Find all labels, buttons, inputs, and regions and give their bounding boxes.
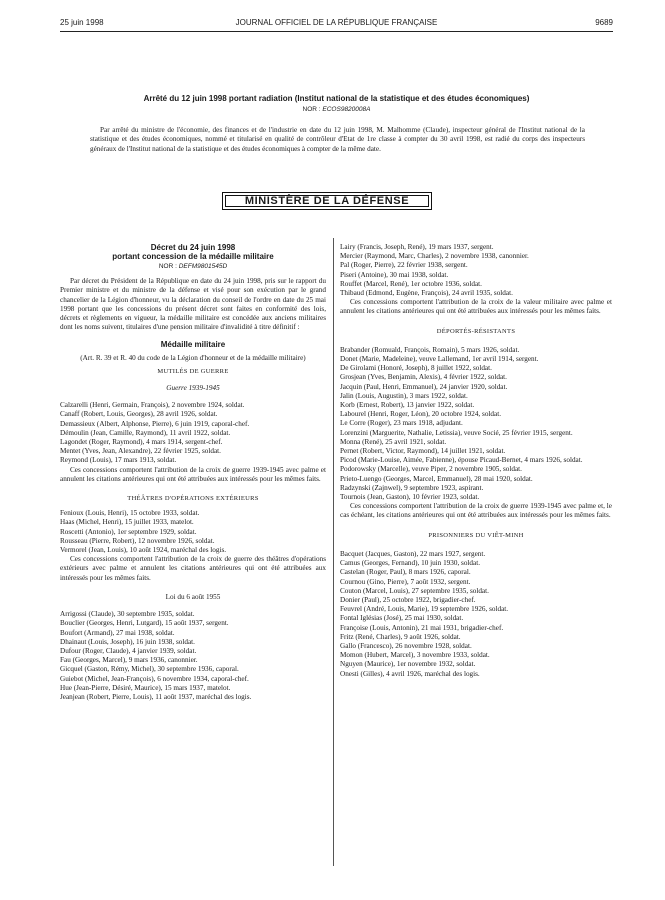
list-item: Donier (Paul), 25 octobre 1922, brigadier-chef. bbox=[340, 595, 476, 604]
nor-label: NOR : bbox=[302, 106, 323, 113]
list-item: Momon (Hubert, Marcel), 3 novembre 1933, soldat. bbox=[340, 651, 490, 660]
list-item: Feuvrel (André, Louis, Marie), 19 septembre 1926, soldat. bbox=[340, 605, 509, 614]
column-separator bbox=[333, 238, 334, 866]
list-item: Haas (Michel, Henri), 15 juillet 1933, matelot. bbox=[60, 518, 194, 527]
list-item: Podorowsky (Marcelle), veuve Piper, 2 novembre 1905, soldat. bbox=[340, 465, 522, 474]
list-item: Lairy (Francis, Joseph, René), 19 mars 1937, sergent. bbox=[340, 243, 494, 251]
header-rule bbox=[60, 31, 613, 32]
section-subheading: Guerre 1939-1945 bbox=[166, 384, 220, 393]
list-item: Lorenzini (Marguerite, Nathalie, Letissia), veuve Socié, 25 février 1915, sergent. bbox=[340, 428, 573, 437]
list-item: Grosjean (Yves, Benjamin, Alexis), 4 février 1922, soldat. bbox=[340, 373, 507, 382]
right-column bbox=[340, 243, 612, 679]
decret-subtitle: portant concession de la médaille militaire bbox=[112, 252, 274, 261]
list-item: Fenioux (Louis, Henri), 15 octobre 1933, soldat. bbox=[60, 509, 200, 518]
medal-reference: (Art. R. 39 et R. 40 du code de la Légion d'honneur et de la médaille militaire) bbox=[80, 353, 306, 362]
section-heading: Loi du 6 août 1955 bbox=[165, 592, 221, 601]
list-item: Françoise (Louis, Antonin), 21 mai 1931, brigadier-chef. bbox=[340, 623, 504, 632]
list-item: Korb (Ernest, Robert), 13 janvier 1922, soldat. bbox=[340, 401, 475, 410]
list-item: Boufort (Armand), 27 mai 1938, soldat. bbox=[60, 628, 175, 637]
list-item: Pernet (Robert, Victor, Raymond), 14 juillet 1921, soldat. bbox=[340, 447, 506, 456]
page-header bbox=[60, 18, 613, 30]
list-item: Picod (Marie-Louise, Aimée, Fabienne), épouse Picaud-Bernet, 4 mars 1926, soldat. bbox=[340, 456, 583, 465]
header-date: 25 juin 1998 bbox=[60, 18, 104, 27]
list-item: Le Corre (Roger), 23 mars 1918, adjudant. bbox=[340, 419, 463, 428]
list-item: Guiebot (Michel, Jean-François), 6 novembre 1934, caporal-chef. bbox=[60, 674, 249, 683]
ministry-title: MINISTÈRE DE LA DÉFENSE bbox=[244, 195, 410, 207]
section-note: Ces concessions comportent l'attribution de la croix de guerre 1939-1945 avec palme et, le cas échéant, les citations antérieures qui ont été attribuées aux intéressés pour les mêmes faits. bbox=[340, 502, 612, 520]
ministry-banner bbox=[222, 192, 432, 210]
list-item: Calzarelli (Henri, Germain, François), 2 novembre 1924, soldat. bbox=[60, 401, 245, 410]
entry-list bbox=[60, 610, 326, 702]
list-item: Canaff (Robert, Louis, Georges), 28 avril 1926, soldat. bbox=[60, 410, 218, 419]
entry-list bbox=[60, 509, 326, 555]
list-item: Demassieux (Albert, Alphonse, Pierre), 6 juin 1919, caporal-chef. bbox=[60, 419, 250, 428]
list-item: Mentet (Yves, Jean, Alexandre), 22 février 1925, soldat. bbox=[60, 447, 221, 456]
list-item: Gallo (Francesco), 26 novembre 1928, soldat. bbox=[340, 641, 472, 650]
list-item: Vermorel (Jean, Louis), 10 août 1924, maréchal des logis. bbox=[60, 546, 227, 555]
list-item: Dhainaut (Louis, Joseph), 16 juin 1938, soldat. bbox=[60, 637, 195, 646]
list-item: Pal (Roger, Pierre), 22 février 1938, sergent. bbox=[340, 261, 468, 270]
section-note: Ces concessions comportent l'attribution de la croix de la valeur militaire avec palme et annulent les citations antérieures qui ont été attribuées aux intéressés pour les mêmes faits. bbox=[340, 298, 612, 316]
section-heading: DÉPORTÉS-RÉSISTANTS bbox=[436, 327, 516, 335]
list-item: Prieto-Luengo (Georges, Marcel, Emmanuel), 28 mai 1920, soldat. bbox=[340, 474, 533, 483]
arrete-title: Arrêté du 12 juin 1998 portant radiation (Institut national de la statistique et des études économiques) bbox=[143, 94, 530, 103]
list-item: Couton (Marcel, Louis), 27 septembre 1935, soldat. bbox=[340, 586, 489, 595]
section-heading: THÉÂTRES D'OPÉRATIONS EXTÉRIEURS bbox=[127, 495, 259, 503]
decret-nor bbox=[60, 262, 326, 271]
list-item: Jacquin (Paul, Henri, Emmanuel), 24 janvier 1920, soldat. bbox=[340, 382, 508, 391]
list-item: Onesti (Gilles), 4 avril 1926, maréchal des logis. bbox=[340, 669, 480, 678]
list-item: Hue (Jean-Pierre, Désiré, Maurice), 15 mars 1937, matelot. bbox=[60, 683, 231, 692]
medal-title: Médaille militaire bbox=[160, 340, 226, 350]
list-item: Nguyen (Maurice), 1er novembre 1932, soldat. bbox=[340, 660, 476, 669]
list-item: Fau (Georges, Marcel), 9 mars 1936, canonnier. bbox=[60, 656, 198, 665]
list-item: Bouclier (Georges, Henri, Lutgard), 15 août 1937, sergent. bbox=[60, 619, 229, 628]
header-page-number: 9689 bbox=[595, 18, 613, 27]
nor-code: DEFM9801545D bbox=[178, 263, 228, 270]
list-item: Fritz (René, Charles), 9 août 1926, soldat. bbox=[340, 632, 461, 641]
nor-label: NOR : bbox=[158, 263, 179, 270]
section-note: Ces concessions comportent l'attribution de la croix de guerre 1939-1945 avec palme et annulent les citations antérieures qui ont été attribuées aux intéressés pour les mêmes faits. bbox=[60, 465, 326, 483]
nor-code: ECOS9820008A bbox=[322, 106, 371, 113]
list-item: Rouffet (Marcel, René), 1er octobre 1936, soldat. bbox=[340, 279, 482, 288]
list-item: Brabander (Romuald, François, Romain), 5 mars 1926, soldat. bbox=[340, 345, 520, 354]
list-item: Rousseau (Pierre, Robert), 12 novembre 1926, soldat. bbox=[60, 536, 215, 545]
list-item: Lagondet (Roger, Raymond), 4 mars 1914, sergent-chef. bbox=[60, 438, 223, 447]
list-item: Donet (Marie, Madeleine), veuve Lallemand, 1er avril 1914, sergent. bbox=[340, 355, 539, 364]
list-item: Fontal Iglésias (José), 25 mai 1930, soldat. bbox=[340, 614, 464, 623]
list-item: Démoulin (Jean, Camille, Raymond), 11 avril 1922, soldat. bbox=[60, 428, 231, 437]
list-item: Thibaud (Edmond, Eugène, François), 24 avril 1935, soldat. bbox=[340, 289, 513, 298]
list-item: Gicquel (Gaston, Rémy, Michel), 30 septembre 1936, caporal. bbox=[60, 665, 239, 674]
arrete-body: Par arrêté du ministre de l'économie, des finances et de l'industrie en date du 12 juin 1998, M. Malhomme (Claude), inspecteur général de l'Institut national de la statistique et des études économiques, nommé et titularisé en qualité de contrôleur d'Etat de 1re classe à compter du 30 avril 1998, est radié du corps des inspecteurs généraux de l'Institut national de la statistique et des études économiques à compter de la même date. bbox=[90, 126, 585, 153]
arrete-nor bbox=[60, 106, 613, 113]
list-item: Jeanjean (Robert, Pierre, Louis), 11 août 1937, maréchal des logis. bbox=[60, 692, 252, 701]
list-item: Reymond (Louis), 17 mars 1913, soldat. bbox=[60, 456, 177, 465]
decret-body: Par décret du Président de la République en date du 24 juin 1998, pris sur le rapport du Premier ministre et du ministre de la défense et visé pour son exécution par le grand chancelier de la Légion d'honneur, vu la déclaration du conseil de l'ordre en date du 25 mai 1998 portant que les concessions du présent décret sont faites en conformité des lois, décrets et règlements en vigueur, la médaille militaire est concédée aux anciens militaires dont les noms suivent, titulaires d'une pension militaire d'invalidité à titre définitif : bbox=[60, 277, 326, 332]
list-item: Jalin (Louis, Augustin), 3 mars 1922, soldat. bbox=[340, 391, 468, 400]
entry-list bbox=[60, 401, 326, 465]
list-item: Cournou (Gino, Pierre), 7 août 1932, sergent. bbox=[340, 577, 471, 586]
list-item: Castelan (Roger, Paul), 8 mars 1926, caporal. bbox=[340, 568, 471, 577]
list-item: Labourel (Henri, Roger, Léon), 20 octobre 1924, soldat. bbox=[340, 410, 501, 419]
entry-list bbox=[340, 243, 612, 298]
section-note: Ces concessions comportent l'attribution de la croix de guerre des théâtres d'opérations extérieurs avec palme et annulent les citations antérieures qui ont été attribuées aux intéressés pour les mêmes faits. bbox=[60, 555, 326, 582]
list-item: Roscetti (Antonio), 1er septembre 1929, soldat. bbox=[60, 527, 197, 536]
list-item: Camus (Georges, Fernand), 10 juin 1930, soldat. bbox=[340, 559, 481, 568]
header-journal-title: JOURNAL OFFICIEL DE LA RÉPUBLIQUE FRANÇAISE bbox=[235, 18, 438, 27]
list-item: Monna (René), 25 avril 1921, soldat. bbox=[340, 437, 447, 446]
list-item: Radzynski (Zajnwel), 9 septembre 1923, aspirant. bbox=[340, 483, 484, 492]
left-column bbox=[60, 243, 326, 702]
list-item: Dufour (Roger, Claude), 4 janvier 1939, soldat. bbox=[60, 646, 197, 655]
list-item: De Girolami (Honoré, Joseph), 8 juillet 1922, soldat. bbox=[340, 364, 492, 373]
section-heading: MUTILÉS DE GUERRE bbox=[157, 367, 229, 375]
entry-list bbox=[340, 346, 612, 502]
list-item: Arrigossi (Claude), 30 septembre 1935, soldat. bbox=[60, 610, 195, 619]
list-item: Tournois (Jean, Gaston), 10 février 1923, soldat. bbox=[340, 493, 480, 502]
list-item: Bacquet (Jacques, Gaston), 22 mars 1927, sergent. bbox=[340, 549, 486, 558]
section-heading: PRISONNIERS DU VIÊT-MINH bbox=[428, 531, 524, 539]
entry-list bbox=[340, 550, 612, 679]
list-item: Piseri (Antoine), 30 mai 1938, soldat. bbox=[340, 270, 449, 279]
decret-title: Décret du 24 juin 1998 bbox=[150, 243, 236, 252]
list-item: Mercier (Raymond, Marc, Charles), 2 novembre 1938, canonnier. bbox=[340, 252, 529, 261]
